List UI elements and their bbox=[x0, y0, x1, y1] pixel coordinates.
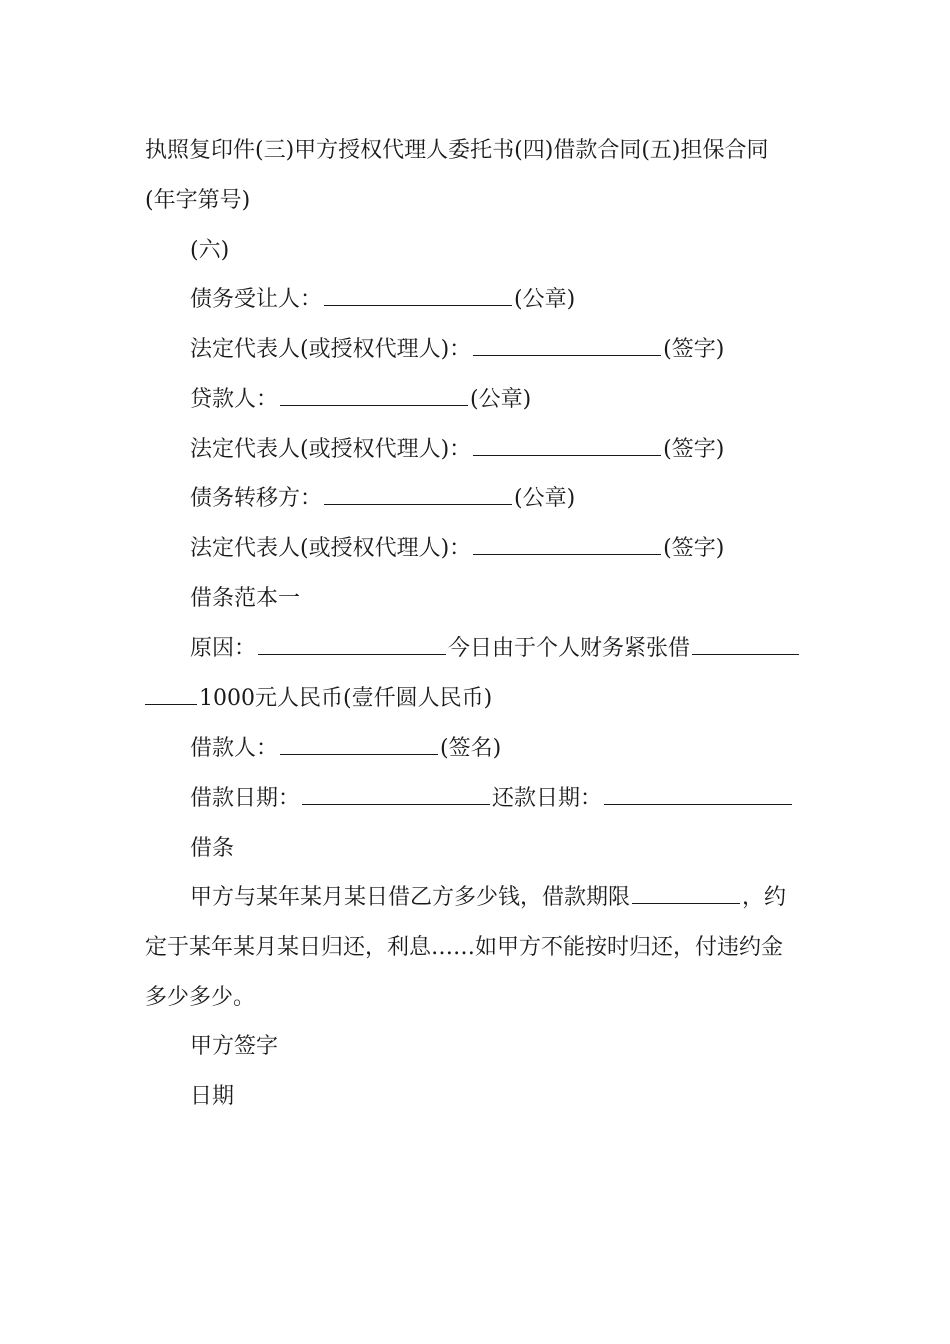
date-line bbox=[190, 1082, 810, 1112]
borrower-blank[interactable] bbox=[280, 734, 438, 755]
year-number-text: (年字第号) bbox=[145, 188, 251, 213]
party-a-signature-label: 甲方签字 bbox=[190, 1034, 279, 1059]
borrower-line bbox=[190, 734, 810, 764]
amount-line bbox=[145, 684, 810, 714]
loan-term-blank[interactable] bbox=[632, 883, 740, 904]
iou-body-line-1 bbox=[190, 883, 810, 913]
signature-label: (签字) bbox=[663, 337, 725, 362]
legal-rep-label: 法定代表人(或授权代理人)： bbox=[190, 437, 472, 462]
date-label: 日期 bbox=[190, 1084, 235, 1109]
item-six-line bbox=[190, 236, 810, 266]
iou-body-text-1b: ，约 bbox=[742, 885, 787, 910]
reason-label: 原因： bbox=[190, 636, 257, 661]
attachments-text: 执照复印件(三)甲方授权代理人委托书(四)借款合同(五)担保合同 bbox=[145, 138, 769, 163]
legal-rep-label: 法定代表人(或授权代理人)： bbox=[190, 337, 472, 362]
seal-label: (公章) bbox=[514, 287, 576, 312]
debt-assignee-label: 债务受让人： bbox=[190, 287, 323, 312]
sign-name-label: (签名) bbox=[440, 736, 502, 761]
legal-rep-blank-2[interactable] bbox=[473, 435, 661, 456]
year-number-line bbox=[145, 186, 810, 216]
amount-blank[interactable] bbox=[145, 684, 197, 705]
lender-line bbox=[190, 385, 810, 415]
legal-rep-blank-3[interactable] bbox=[473, 534, 661, 555]
iou-template-title: 借条范本一 bbox=[190, 586, 301, 611]
iou-body-text-1: 甲方与某年某月某日借乙方多少钱，借款期限 bbox=[190, 885, 631, 910]
item-six-text: (六) bbox=[190, 238, 230, 263]
iou-title: 借条 bbox=[190, 836, 235, 861]
signature-label: (签字) bbox=[663, 437, 725, 462]
amount-text: 1000元人民币(壹仟圆人民币) bbox=[199, 686, 493, 711]
legal-rep-label: 法定代表人(或授权代理人)： bbox=[190, 536, 472, 561]
lender-label: 贷款人： bbox=[190, 387, 279, 412]
loan-date-blank[interactable] bbox=[302, 784, 490, 805]
seal-label: (公章) bbox=[514, 486, 576, 511]
debt-assignee-line bbox=[190, 285, 810, 315]
party-a-signature-line bbox=[190, 1032, 810, 1062]
borrow-target-blank[interactable] bbox=[692, 634, 799, 655]
reason-line bbox=[190, 634, 810, 664]
legal-rep-line-1 bbox=[190, 335, 810, 365]
attachments-line bbox=[145, 136, 810, 166]
iou-body-text-3: 多少多少。 bbox=[145, 985, 256, 1010]
debt-transferor-blank[interactable] bbox=[324, 484, 512, 505]
legal-rep-line-3 bbox=[190, 534, 810, 564]
legal-rep-line-2 bbox=[190, 435, 810, 465]
iou-body-text-2: 定于某年某月某日归还，利息……如甲方不能按时归还，付违约金 bbox=[145, 935, 784, 960]
debt-assignee-blank[interactable] bbox=[324, 285, 512, 306]
reason-blank[interactable] bbox=[258, 634, 446, 655]
loan-date-label: 借款日期： bbox=[190, 786, 301, 811]
repay-date-label: 还款日期： bbox=[492, 786, 603, 811]
iou-body-line-3 bbox=[145, 983, 810, 1013]
lender-blank[interactable] bbox=[280, 385, 468, 406]
reason-text: 今日由于个人财务紧张借 bbox=[448, 636, 691, 661]
iou-heading bbox=[190, 834, 810, 864]
debt-transferor-label: 债务转移方： bbox=[190, 486, 323, 511]
borrower-label: 借款人： bbox=[190, 736, 279, 761]
legal-rep-blank-1[interactable] bbox=[473, 335, 661, 356]
repay-date-blank[interactable] bbox=[604, 784, 792, 805]
dates-line bbox=[190, 784, 810, 814]
seal-label: (公章) bbox=[470, 387, 532, 412]
iou-template-heading bbox=[190, 584, 810, 614]
signature-label: (签字) bbox=[663, 536, 725, 561]
iou-body-line-2 bbox=[145, 933, 810, 963]
debt-transferor-line bbox=[190, 484, 810, 514]
